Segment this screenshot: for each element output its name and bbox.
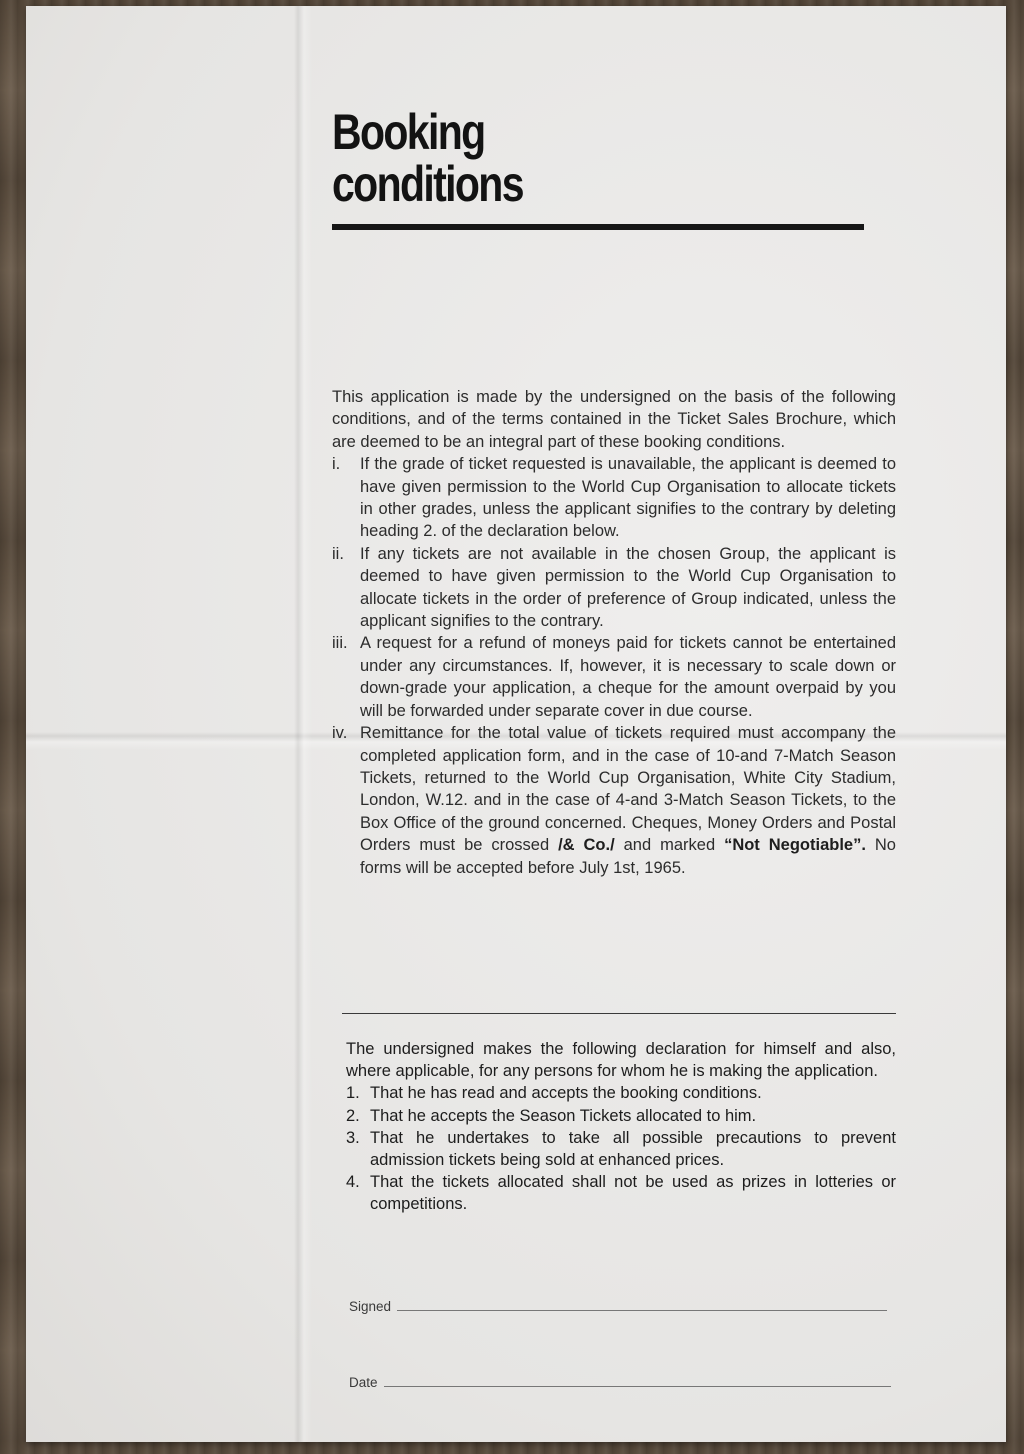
date-line[interactable] (384, 1386, 891, 1387)
declaration-item (346, 1127, 896, 1171)
declaration-number: 3. (346, 1128, 360, 1147)
declaration-item (346, 1105, 896, 1127)
signed-label: Signed (349, 1299, 392, 1314)
condition-text-part: and marked (614, 836, 725, 855)
declaration-section (346, 1038, 896, 1216)
signature-row[interactable] (349, 1299, 887, 1314)
declaration-number: 4. (346, 1173, 360, 1192)
condition-text: If the grade of ticket requested is unavailable, the applicant is deemed to have given permission to the World Cup Organisation to allocate tickets in other grades, unless the applicant signifies to the contrary by deleting heading 2. of the declaration below. (360, 455, 896, 541)
condition-item (332, 453, 896, 543)
declaration-number: 2. (346, 1106, 360, 1125)
title-line-2: conditions (332, 156, 523, 212)
condition-text: If any tickets are not available in the chosen Group, the applicant is deemed to have given permission to the World Cup Organisation to allocate tickets in the order of preference of Group indicated, unless the applicant signifies to the contrary. (360, 544, 896, 631)
booking-conditions-text (332, 386, 896, 879)
conditions-list (332, 453, 896, 879)
title-line-1: Booking (332, 104, 485, 160)
condition-text: A request for a refund of moneys paid for tickets cannot be entertained under any circumstances. If, however, it is necessary to scale down or down-grade your application, a cheque for the amount overpaid by you will be forwarded under separate cover in due course. (360, 634, 896, 720)
condition-number: ii. (332, 544, 344, 563)
declaration-text: That the tickets allocated shall not be used as prizes in lotteries or competitions. (370, 1173, 896, 1214)
condition-number: iii. (332, 634, 348, 653)
declaration-text: That he has read and accepts the booking conditions. (370, 1084, 762, 1103)
condition-item (332, 722, 896, 879)
declaration-item (346, 1082, 896, 1104)
not-negotiable-note: “Not Negotiable”. (724, 836, 866, 855)
page-title (332, 106, 545, 210)
declaration-number: 1. (346, 1084, 360, 1103)
date-row[interactable] (349, 1375, 891, 1390)
content-column (332, 104, 896, 1390)
title-rule (332, 224, 864, 230)
intro-paragraph: This application is made by the undersigned on the basis of the following conditions, and of the terms contained in the Ticket Sales Brochure, which are deemed to be an integral part of these booking conditions. (332, 388, 896, 451)
condition-number: iv. (332, 724, 348, 743)
condition-text-part: Remittance for the total value of tickets required must accompany the completed application form, and in the case of 10-and 7-Match Season Tickets, returned to the World Cup Organisation, White City Stadium, London, W.12. and in the case of 4-and 3-Match Season Tickets, to the Box Office of the ground concerned. Cheques, Money Orders and Postal Orders must be crossed (360, 724, 896, 855)
declaration-list (346, 1082, 896, 1215)
section-divider (342, 1013, 896, 1014)
condition-item (332, 543, 896, 633)
declaration-item (346, 1171, 896, 1215)
crossed-note: /& Co./ (558, 836, 615, 855)
paper-sheet (26, 6, 1006, 1442)
signature-line[interactable] (397, 1310, 887, 1311)
declaration-text: That he undertakes to take all possible precautions to prevent admission tickets being sold at enhanced prices. (370, 1128, 896, 1170)
declaration-intro: The undersigned makes the following declaration for himself and also, where applicable, for any persons for whom he is making the application. (346, 1040, 896, 1081)
condition-text-part: No forms will be accepted before July 1st, 1965. (360, 836, 896, 877)
condition-number: i. (332, 455, 341, 474)
declaration-text: That he accepts the Season Tickets allocated to him. (370, 1106, 757, 1125)
condition-item (332, 632, 896, 722)
date-label: Date (349, 1375, 378, 1390)
